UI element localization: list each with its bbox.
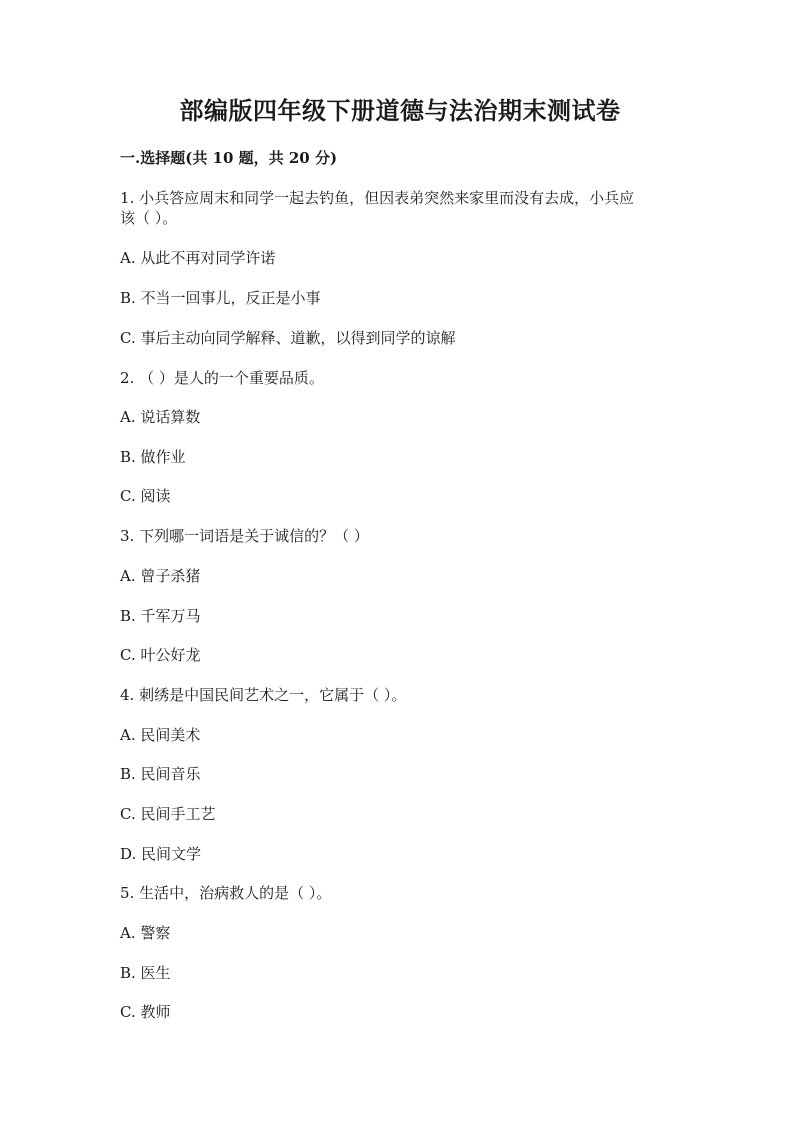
question-5-option-a: A. 警察 xyxy=(120,924,171,942)
question-5-stem: 5. 生活中，治病救人的是（ ）。 xyxy=(120,884,332,902)
question-4-option-a: A. 民间美术 xyxy=(120,726,201,744)
question-2-stem: 2. （ ）是人的一个重要品质。 xyxy=(120,369,324,387)
question-3-option-c: C. 叶公好龙 xyxy=(120,646,201,664)
question-1-option-a: A. 从此不再对同学许诺 xyxy=(120,249,276,267)
question-4-option-b: B. 民间音乐 xyxy=(120,765,201,783)
question-2-option-b: B. 做作业 xyxy=(120,448,186,466)
question-3-stem: 3. 下列哪一词语是关于诚信的？（ ） xyxy=(120,527,369,545)
question-1-stem: 1. 小兵答应周末和同学一起去钓鱼，但因表弟突然来家里而没有去成，小兵应 xyxy=(120,189,635,207)
section-heading: 一.选择题(共 10 题，共 20 分) xyxy=(120,149,338,167)
question-1-option-b: B. 不当一回事儿，反正是小事 xyxy=(120,289,321,307)
question-5-option-b: B. 医生 xyxy=(120,964,171,982)
question-1-stem-cont: 该（ ）。 xyxy=(120,209,178,227)
question-1-option-c: C. 事后主动向同学解释、道歉，以得到同学的谅解 xyxy=(120,329,456,347)
question-4-option-d: D. 民间文学 xyxy=(120,845,202,863)
question-4-stem: 4. 刺绣是中国民间艺术之一，它属于（ ）。 xyxy=(120,686,407,704)
question-3-option-b: B. 千军万马 xyxy=(120,607,201,625)
question-2-option-c: C. 阅读 xyxy=(120,487,171,505)
question-5-option-c: C. 教师 xyxy=(120,1003,171,1021)
page-title: 部编版四年级下册道德与法治期末测试卷 xyxy=(179,96,621,125)
question-2-option-a: A. 说话算数 xyxy=(120,408,201,426)
question-3-option-a: A. 曾子杀猪 xyxy=(120,567,201,585)
question-4-option-c: C. 民间手工艺 xyxy=(120,805,216,823)
